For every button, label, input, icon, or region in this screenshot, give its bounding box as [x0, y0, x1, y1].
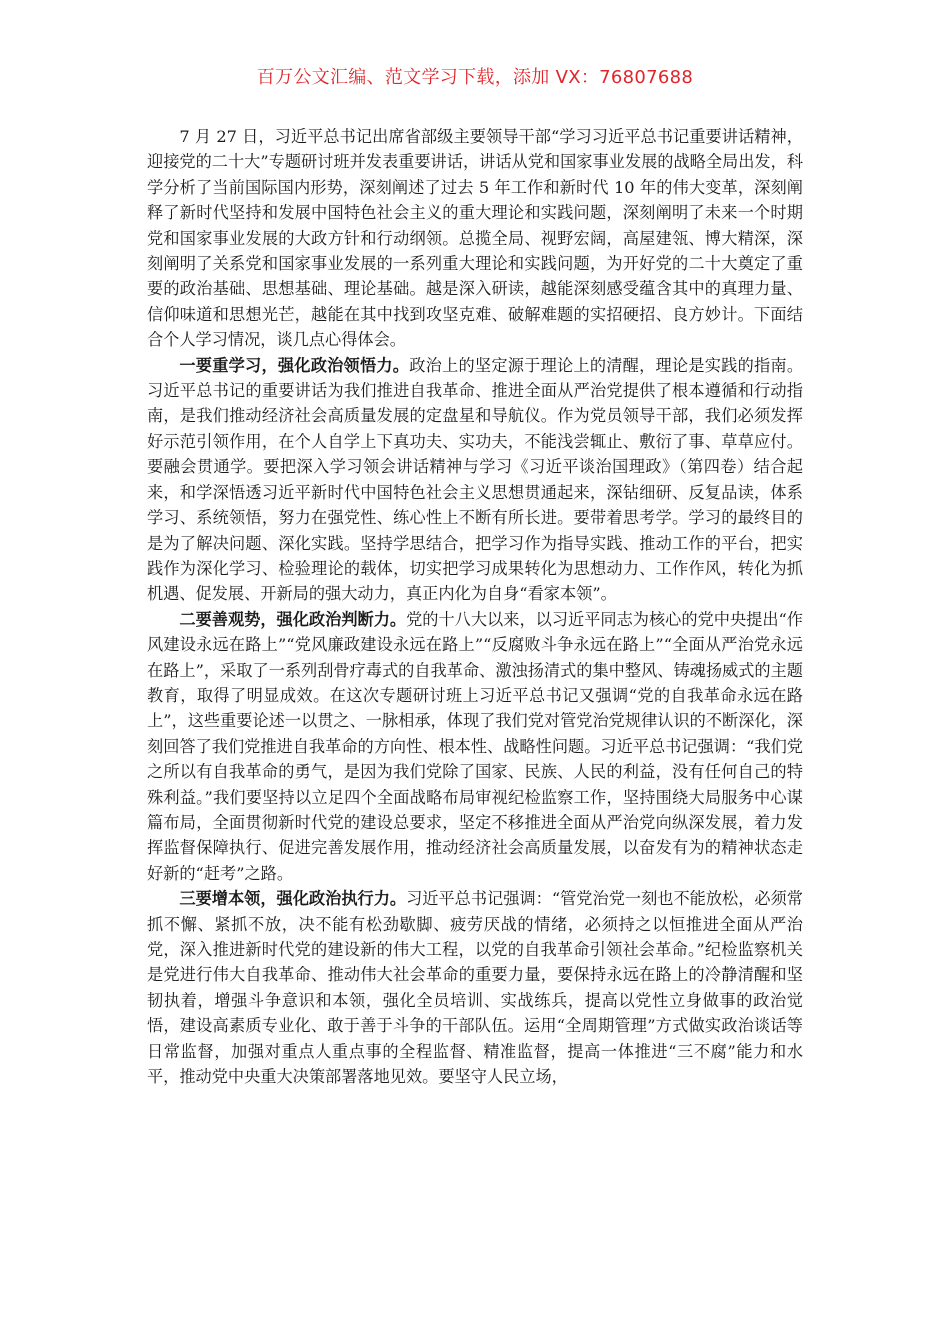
watermark-header: 百万公文汇编、范文学习下载，添加 VX：76807688	[256, 67, 694, 88]
section-heading-1: 一要重学习，强化政治领悟力。	[179, 355, 410, 375]
section-heading-3: 三要增本领，强化政治执行力。	[179, 889, 407, 909]
section-heading-2: 二要善观势，强化政治判断力。	[179, 609, 407, 629]
section-paragraph-3	[147, 886, 803, 1089]
section-text-1: 政治上的坚定源于理论上的清醒，理论是实践的指南。习近平总书记的重要讲话为我们推进自我革命、推进全面从严治党提供了根本遵循和行动指南，是我们推动经济社会高质量发展的定盘星和导航仪。作为党员领导干部，我们必须发挥好示范引领作用，在个人自学上下真功夫、实功夫，不能浅尝辄止、敷衍了事、草草应付。要融会贯通学。要把深入学习领会讲话精神与学习《习近平谈治国理政》（第四卷）结合起来，和学深悟透习近平新时代中国特色社会主义思想贯通起来，深钻细研、反复品读，体系学习、系统领悟，努力在强党性、练心性上不断有所长进。要带着思考学。学习的最终目的是为了解决问题、深化实践。坚持学思结合，把学习作为指导实践、推动工作的平台，把实践作为深化学习、检验理论的载体，切实把学习成果转化为思想动力、工作作风，转化为抓机遇、促发展、开新局的强大动力，真正内化为自身“看家本领”。	[147, 355, 804, 604]
section-text-3: 习近平总书记强调：“管党治党一刻也不能放松，必须常抓不懈、紧抓不放，决不能有松劲歇脚、疲劳厌战的情绪，必须持之以恒推进全面从严治党，深入推进新时代党的建设新的伟大工程，以党的自我革命引领社会革命。”纪检监察机关是党进行伟大自我革命、推动伟大社会革命的重要力量，要保持永远在路上的冷静清醒和坚韧执着，增强斗争意识和本领，强化全员培训、实战练兵，提高以党性立身做事的政治觉悟，建设高素质专业化、敢于善于斗争的干部队伍。运用“全周期管理”方式做实政治谈话等日常监督，加强对重点人重点事的全程监督、精准监督，提高一体推进“三不腐”能力和水平，推动党中央重大决策部署落地见效。要坚守人民立场，	[147, 889, 803, 1087]
section-text-2: 党的十八大以来，以习近平同志为核心的党中央提出“作风建设永远在路上”“党风廉政建设永远在路上”“反腐败斗争永远在路上”“全面从严治党永远在路上”，采取了一系列刮骨疗毒式的自我革命、激浊扬清式的集中整风、铸魂扬威式的主题教育，取得了明显成效。在这次专题研讨班上习近平总书记又强调“党的自我革命永远在路上”，这些重要论述一以贯之、一脉相承，体现了我们党对管党治党规律认识的不断深化，深刻回答了我们党推进自我革命的方向性、根本性、战略性问题。习近平总书记强调：“我们党之所以有自我革命的勇气，是因为我们党除了国家、民族、人民的利益，没有任何自己的特殊利益。”我们要坚持以立足四个全面战略布局审视纪检监察工作，坚持围绕大局服务中心谋篇布局，全面贯彻新时代党的建设总要求，坚定不移推进全面从严治党向纵深发展，着力发挥监督保障执行、促进完善发展作用，推动经济社会高质量发展，以奋发有为的精神状态走好新的“赶考”之路。	[147, 609, 803, 883]
intro-paragraph: 7 月 27 日，习近平总书记出席省部级主要领导干部“学习习近平总书记重要讲话精神，迎接党的二十大”专题研讨班并发表重要讲话，讲话从党和国家事业发展的战略全局出发，科学分析了当前国际国内形势，深刻阐述了过去 5 年工作和新时代 10 年的伟大变革，深刻阐释了新时代坚持和发展中国特色社会主义的重大理论和实践问题，深刻阐明了未来一个时期党和国家事业发展的大政方针和行动纲领。总揽全局、视野宏阔，高屋建瓴、博大精深，深刻阐明了关系党和国家事业发展的一系列重大理论和实践问题，为开好党的二十大奠定了重要的政治基础、思想基础、理论基础。越是深入研读，越能深刻感受蕴含其中的真理力量、信仰味道和思想光芒，越能在其中找到攻坚克难、破解难题的实招硬招、良方妙计。下面结合个人学习情况，谈几点心得体会。	[147, 127, 803, 350]
article-body	[147, 124, 803, 1089]
section-paragraph-1	[147, 353, 803, 607]
section-paragraph-2	[147, 607, 803, 886]
